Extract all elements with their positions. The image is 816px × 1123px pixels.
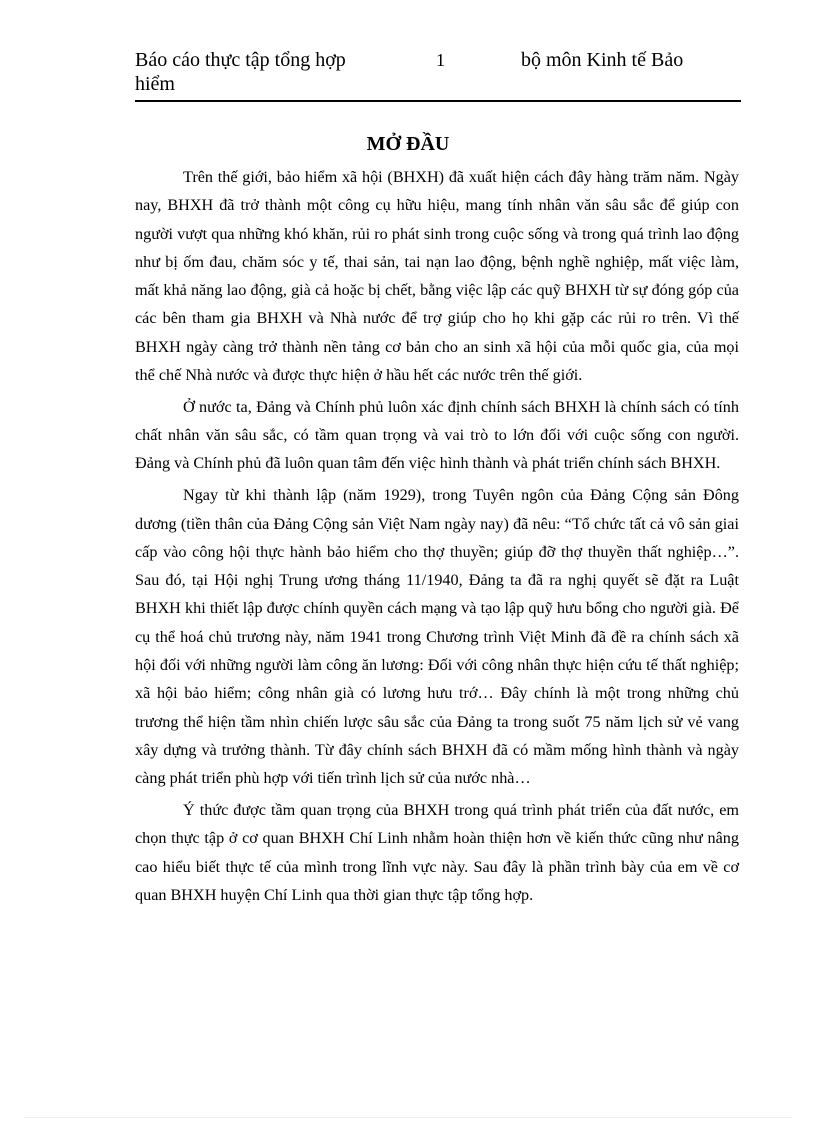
header-report-title: Báo cáo thực tập tổng hợp hiểm (135, 49, 346, 95)
paragraph-vietnam-policy: Ở nước ta, Đảng và Chính phủ luôn xác định chính sách BHXH là chính sách có tính chất nhân văn sâu sắc, có tầm quan trọng và vai trò to lớn đối với cuộc sống con người. Đảng và Chính phủ đã luôn quan tâm đến việc hình thành và phát triển chính sách BHXH. (135, 397, 739, 473)
header-department: bộ môn Kinh tế Bảo (521, 49, 684, 71)
paragraph-intro: Trên thế giới, bảo hiểm xã hội (BHXH) đã xuất hiện cách đây hàng trăm năm. Ngày nay, BHXH đã trở thành một công cụ hữu hiệu, mang tính nhân văn sâu sắc để giúp con người vượt qua những khó khăn, rủi ro phát sinh trong cuộc sống và trong quá trình lao động như bị ốm đau, chăm sóc y tế, thai sản, tai nạn lao động, bệnh nghề nghiệp, mất việc làm, mất khả năng lao động, già cả hoặc bị chết, bằng việc lập các quỹ BHXH từ sự đóng góp của các bên tham gia BHXH và Nhà nước để trợ giúp cho họ khi gặp các rủi ro trên. Vì thế BHXH ngày càng trở thành nền tảng cơ bản cho an sinh xã hội của mỗi quốc gia, của mọi thể chế Nhà nước và được thực hiện ở hầu hết các nước trên thế giới. (135, 168, 739, 385)
paragraph-internship-purpose: Ý thức được tầm quan trọng của BHXH trong quá trình phát triển của đất nước, em chọn thực tập ở cơ quan BHXH Chí Linh nhằm hoàn thiện hơn về kiến thức cũng như nâng cao hiểu biết thực tế của mình trong lĩnh vực này. Sau đây là phần trình bày của em về cơ quan BHXH huyện Chí Linh qua thời gian thực tập tổng hợp. (135, 801, 739, 904)
page-bottom-divider (24, 1117, 792, 1118)
page-header (135, 48, 741, 102)
document-title: MỞ ĐẦU (366, 133, 450, 155)
paragraph-history: Ngay từ khi thành lập (năm 1929), trong Tuyên ngôn của Đảng Cộng sản Đông dương (tiền thân của Đảng Cộng sản Việt Nam ngày nay) đã nêu: “Tổ chức tất cả vô sản giai cấp vào công hội thực hành bảo hiểm cho thợ thuyền; giúp đỡ thợ thuyền thất nghiệp…”. Sau đó, tại Hội nghị Trung ương tháng 11/1940, Đảng ta đã ra nghị quyết sẽ đặt ra Luật BHXH khi thiết lập được chính quyền cách mạng và tạo lập quỹ hưu bổng cho người già. Để cụ thể hoá chủ trương này, năm 1941 trong Chương trình Việt Minh đã đề ra chính sách xã hội đối với những người làm công ăn lương: Đối với công nhân thực hiện cứu tế thất nghiệp; xã hội bảo hiểm; công nhân già có lương hưu trớ… Đây chính là một trong những chủ trương thể hiện tầm nhìn chiến lược sâu sắc của Đảng ta trong suốt 75 năm lịch sử vẻ vang xây dựng và trưởng thành. Từ đây chính sách BHXH đã có mầm mống hình thành và ngày càng phát triển phù hợp với tiến trình lịch sử của nước nhà… (135, 486, 739, 788)
document-body (135, 163, 739, 913)
page-number: 1 (436, 50, 445, 70)
